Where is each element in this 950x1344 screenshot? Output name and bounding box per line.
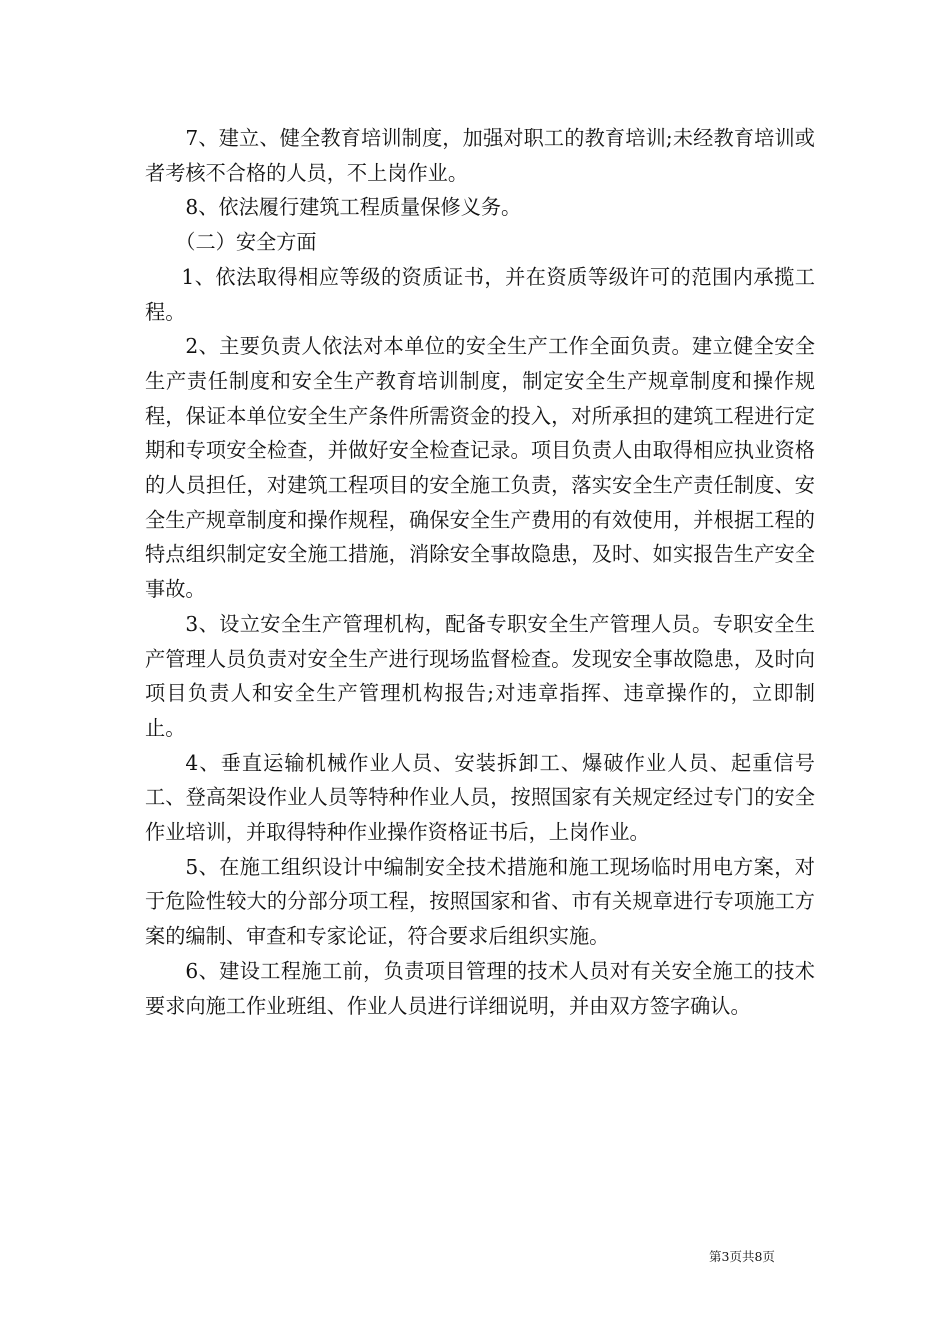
paragraph-item-7: 7、建立、健全教育培训制度，加强对职工的教育培训;未经教育培训或者考核不合格的人员，不上岗作业。 xyxy=(145,126,815,185)
paragraph-safety-item-4: 4、垂直运输机械作业人员、安装拆卸工、爆破作业人员、起重信号工、登高架设作业人员等特种作业人员，按照国家有关规定经过专门的安全作业培训，并取得特种作业操作资格证书后，上岗作业。 xyxy=(145,750,815,845)
paragraph-safety-item-5: 5、在施工组织设计中编制安全技术措施和施工现场临时用电方案，对于危险性较大的分部分项工程，按照国家和省、市有关规章进行专项施工方案的编制、审查和专家论证，符合要求后组织实施。 xyxy=(145,854,815,949)
page-number-footer: 第3页共8页 xyxy=(709,1249,775,1264)
paragraph-safety-item-1: 1、依法取得相应等级的资质证书，并在资质等级许可的范围内承揽工程。 xyxy=(145,264,815,324)
document-body xyxy=(145,121,815,1023)
paragraph-safety-item-3: 3、设立安全生产管理机构，配备专职安全生产管理人员。专职安全生产管理人员负责对安全生产进行现场监督检查。发现安全事故隐患，及时向项目负责人和安全生产管理机构报告;对违章指挥、违章操作的，立即制止。 xyxy=(145,611,815,740)
paragraph-safety-item-6: 6、建设工程施工前，负责项目管理的技术人员对有关安全施工的技术要求向施工作业班组、作业人员进行详细说明，并由双方签字确认。 xyxy=(145,958,815,1018)
section-heading-safety: （二）安全方面 xyxy=(175,230,317,255)
paragraph-safety-item-2: 2、主要负责人依法对本单位的安全生产工作全面负责。建立健全安全生产责任制度和安全生产教育培训制度，制定安全生产规章制度和操作规程，保证本单位安全生产条件所需资金的投入，对所承担的建筑工程进行定期和专项安全检查，并做好安全检查记录。项目负责人由取得相应执业资格的人员担任，对建筑工程项目的安全施工负责，落实安全生产责任制度、安全生产规章制度和操作规程，确保安全生产费用的有效使用，并根据工程的特点组织制定安全施工措施，消除安全事故隐患，及时、如实报告生产安全事故。 xyxy=(145,334,815,602)
paragraph-item-8: 8、依法履行建筑工程质量保修义务。 xyxy=(185,195,522,220)
